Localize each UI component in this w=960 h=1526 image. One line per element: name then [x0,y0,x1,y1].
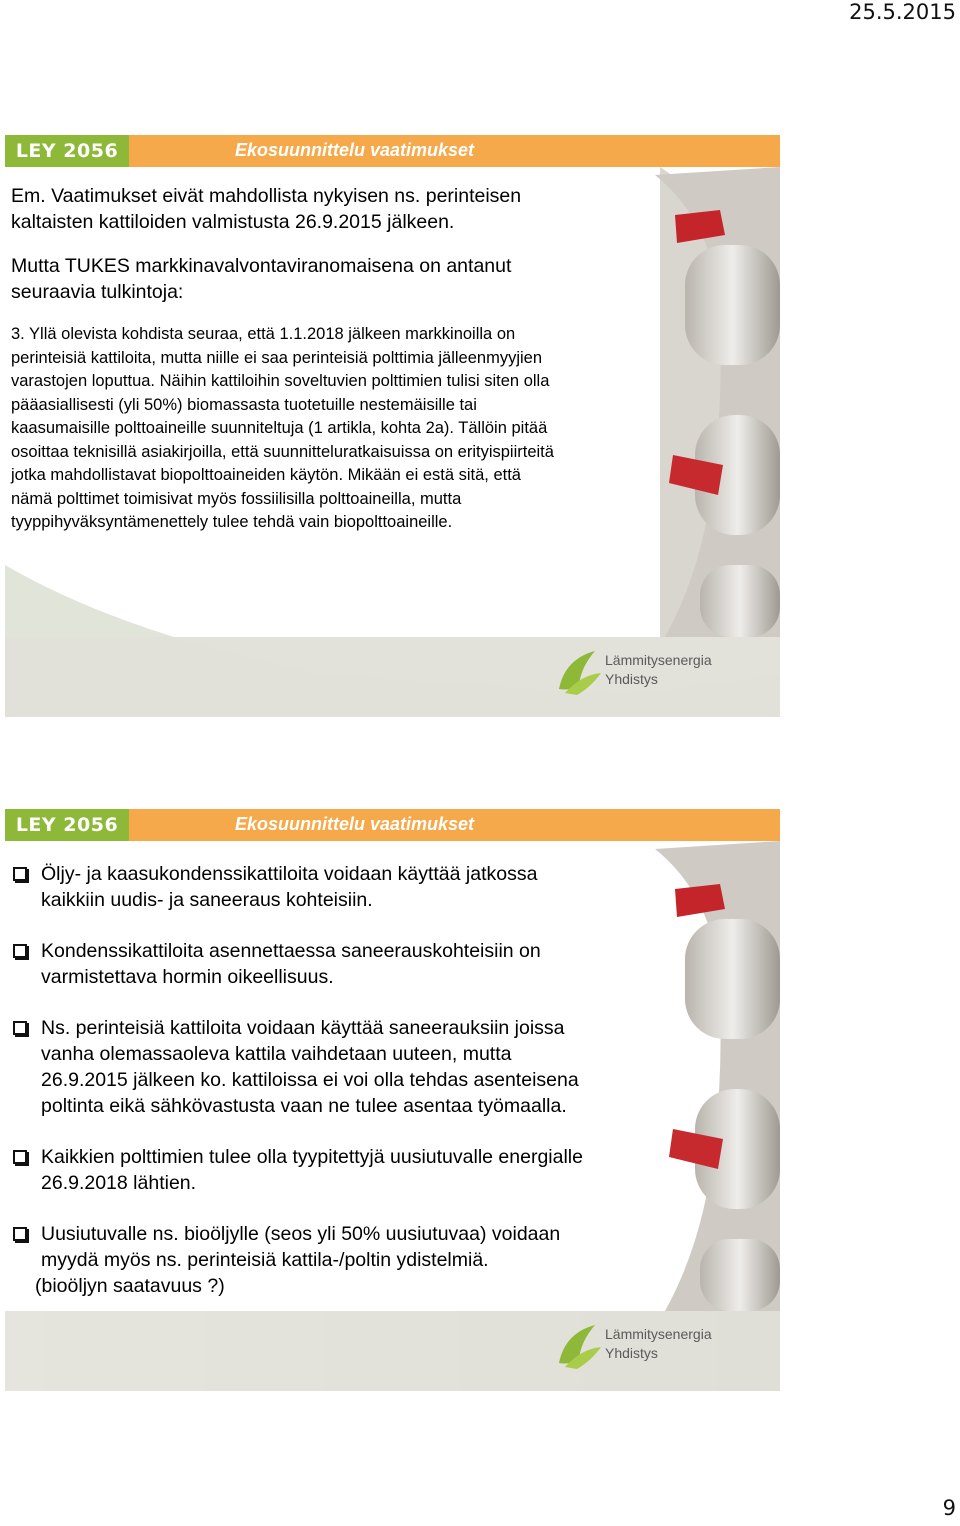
slide-header [5,809,780,841]
second-paragraph: Mutta TUKES markkinavalvontaviranomaisena on antanut seuraavia tulkintoja: [11,255,512,303]
checkbox-bullet-icon [13,1227,27,1241]
ley-logo: LEY 2056 [5,135,129,167]
list-item: Kaikkien polttimien tulee olla tyypitettyjä uusiutuvalle energialle 26.9.2018 lähtien. [11,1144,671,1196]
organization-name: Lämmitysenergia Yhdistys [605,652,712,687]
trailing-note: (bioöljyn saatavuus ?) [35,1275,225,1297]
slide-title: Ekosuunnittelu vaatimukset [235,814,475,834]
list-item: Kondenssikattiloita asennettaessa saneerauskohteisiin on varmistettava hormin oikeellisuus. [11,938,671,990]
organization-name: Lämmitysenergia Yhdistys [605,1326,712,1361]
organization-logo [555,1319,755,1375]
slide-1 [5,135,780,717]
checkbox-bullet-icon [13,1150,27,1164]
page-number: 9 [942,1496,956,1520]
checkbox-bullet-icon [13,867,27,881]
slide-title: Ekosuunnittelu vaatimukset [235,140,475,160]
bullet-list [11,861,671,1299]
slide-2 [5,809,780,1391]
list-item: Öljy- ja kaasukondenssikattiloita voidaan käyttää jatkossa kaikkiin uudis- ja saneeraus kohteisiin. [11,861,671,913]
page-date: 25.5.2015 [849,0,956,24]
leaf-logo-icon [555,645,603,697]
ley-logo: LEY 2056 [5,809,129,841]
list-item: Ns. perinteisiä kattiloita voidaan käyttää saneerauksiin joissa vanha olemassaoleva kattila vaihdetaan uuteen, mutta 26.9.2015 jälkeen ko. kattiloissa ei voi olla tehdas asenteisena poltinta eikä sähkövastusta vaan ne tulee asentaa työmaalla. [11,1015,671,1119]
checkbox-bullet-icon [13,1021,27,1035]
lead-paragraph: Em. Vaatimukset eivät mahdollista nykyisen ns. perinteisen kaltaisten kattiloiden valmistusta 26.9.2015 jälkeen. [11,185,522,233]
leaf-logo-icon [555,1319,603,1371]
body-paragraph: 3. Yllä olevista kohdista seuraa, että 1.1.2018 jälkeen markkinoilla on perinteisiä kattiloita, mutta niille ei saa perinteisiä polttimia jälleenmyyjien varastojen loputtua. Näihin kattiloihin soveltuvien polttimien tulisi siten olla pääasiallisesti (yli 50%) biomassasta tuotetuille nestemäisille tai kaasumaisille polttoaineille suunniteltuja (1 artikla, kohta 2a). Tällöin pitää osoittaa teknisillä asiakirjoilla, että suunnitteluratkaisuissa on erityispiirteitä jotka mahdollistavat biopolttoaineiden käytön. Mikään ei estä sitä, että nämä polttimet toimisivat myös fossiilisilla polttoaineilla, mutta tyyppihyväksyntämenettely tulee tehdä vain biopolttoaineille. [11,325,554,531]
slide-body [11,183,661,535]
list-item: Uusiutuvalle ns. bioöljylle (seos yli 50% uusiutuvaa) voidaan myydä myös ns. perinteisiä kattila-/poltin ydistelmiä. [11,1221,671,1273]
slide-header [5,135,780,167]
organization-logo [555,645,755,701]
checkbox-bullet-icon [13,944,27,958]
